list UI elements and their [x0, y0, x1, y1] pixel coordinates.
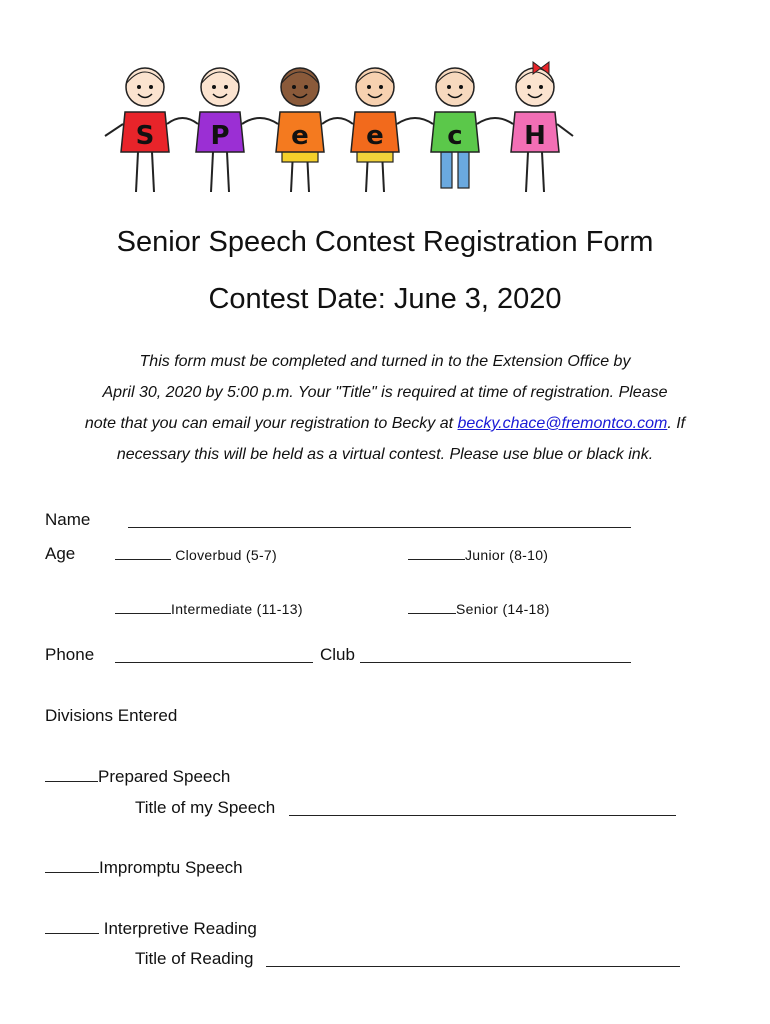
logo-letter: P	[210, 121, 230, 151]
club-field[interactable]	[360, 647, 631, 663]
instructions-line-3	[30, 408, 740, 439]
linked-arms	[397, 118, 433, 124]
age-option-cloverbud	[115, 545, 277, 563]
divisions-heading: Divisions Entered	[45, 706, 178, 725]
intermediate-label: Intermediate (11-13)	[171, 601, 303, 617]
phone-label: Phone	[45, 645, 95, 664]
logo-letter: e	[291, 121, 309, 151]
interpretive-checkbox-blank[interactable]	[45, 919, 99, 934]
age-option-senior	[408, 599, 550, 617]
impromptu-checkbox-blank[interactable]	[45, 858, 99, 873]
logo-letter: c	[447, 121, 463, 151]
kid-4	[351, 68, 399, 192]
arm	[557, 124, 573, 136]
intermediate-checkbox-blank[interactable]	[115, 599, 171, 614]
division-interpretive	[45, 919, 257, 939]
logo-letter: H	[524, 121, 546, 151]
reading-title-label: Title of Reading	[135, 949, 254, 968]
division-prepared	[45, 767, 230, 787]
form-title: Senior Speech Contest Registration Form	[116, 226, 654, 258]
cloverbud-label: Cloverbud (5-7)	[175, 547, 277, 563]
linked-arms	[477, 118, 513, 124]
age-option-junior	[408, 545, 548, 563]
email-link[interactable]: becky.chace@fremontco.com	[457, 415, 668, 432]
instructions-line-1: This form must be completed and turned in to the Extension Office by	[139, 353, 631, 370]
interpretive-label: Interpretive Reading	[103, 919, 257, 938]
arm	[105, 124, 123, 136]
linked-arms	[322, 118, 353, 124]
speech-kids-logo	[100, 52, 580, 202]
age-option-intermediate	[115, 599, 303, 617]
speech-title-label: Title of my Speech	[135, 798, 276, 817]
club-label: Club	[320, 645, 355, 664]
cloverbud-checkbox-blank[interactable]	[115, 545, 171, 560]
kid-6	[511, 68, 559, 192]
reading-title-field[interactable]	[266, 951, 680, 967]
name-label: Name	[45, 510, 91, 529]
kid-3	[276, 68, 324, 192]
prepared-label: Prepared Speech	[98, 767, 231, 786]
junior-label: Junior (8-10)	[465, 547, 549, 563]
logo-letter: S	[135, 121, 155, 151]
instructions-paragraph	[30, 346, 740, 470]
junior-checkbox-blank[interactable]	[408, 545, 465, 560]
instructions-line-2: April 30, 2020 by 5:00 p.m. Your "Title" is required at time of registration. Please	[102, 384, 668, 401]
instructions-text: note that you can email your registration to Becky at	[84, 415, 458, 432]
speech-title-field[interactable]	[289, 800, 676, 816]
linked-arms	[167, 118, 198, 124]
impromptu-label: Impromptu Speech	[99, 858, 243, 877]
instructions-line-4: necessary this will be held as a virtual contest. Please use blue or black ink.	[116, 446, 654, 463]
senior-label: Senior (14-18)	[456, 601, 550, 617]
age-label: Age	[45, 544, 76, 563]
kid-1	[121, 68, 169, 192]
kid-5	[431, 68, 479, 188]
logo-letter: e	[366, 121, 384, 151]
linked-arms	[242, 118, 278, 124]
instructions-text-end: . If	[667, 415, 686, 432]
division-impromptu	[45, 858, 243, 878]
phone-field[interactable]	[115, 647, 313, 663]
contest-date: Contest Date: June 3, 2020	[208, 283, 562, 315]
kid-2	[196, 68, 244, 192]
prepared-checkbox-blank[interactable]	[45, 767, 98, 782]
name-field[interactable]	[128, 512, 631, 528]
senior-checkbox-blank[interactable]	[408, 599, 456, 614]
